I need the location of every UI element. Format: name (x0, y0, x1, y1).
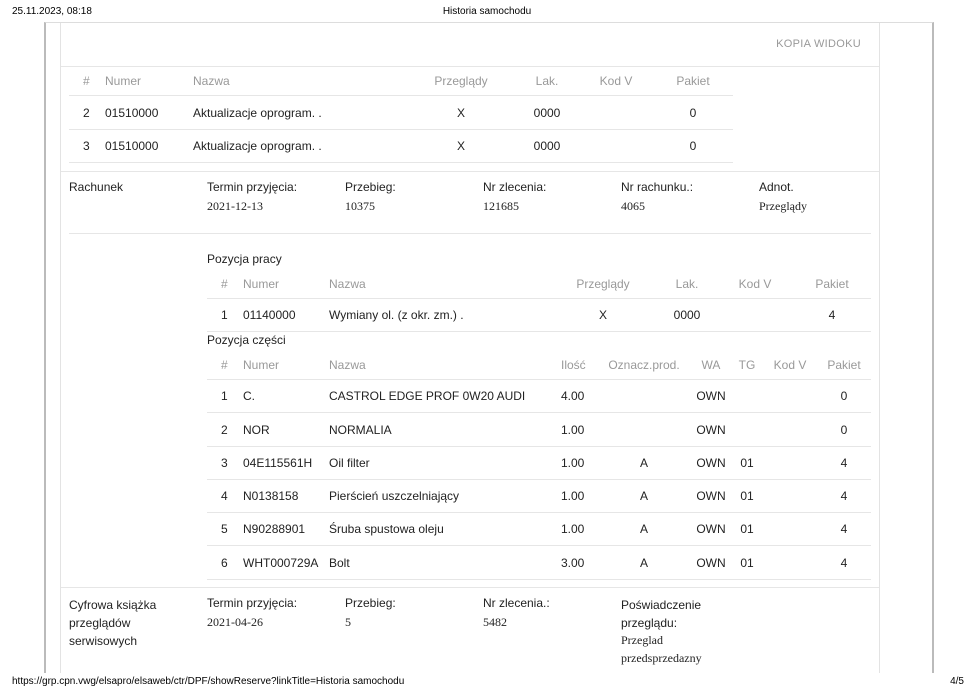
table-cell: 01510000 (105, 106, 159, 120)
table-cell: 01 (740, 456, 754, 470)
table-cell: 1.00 (561, 522, 585, 536)
table-cell: 1.00 (561, 456, 585, 470)
table-cell: 1 (221, 308, 228, 322)
table-cell: Pierścień uszczelniający (329, 489, 460, 503)
table-cell: 1.00 (561, 489, 585, 503)
table-cell: 0000 (533, 106, 561, 120)
table-cell: NORMALIA (329, 423, 392, 437)
table-cell: 4 (221, 489, 228, 503)
invoice-section-label: Rachunek (69, 180, 124, 194)
table-cell: X (598, 308, 607, 322)
table-cell: OWN (696, 489, 726, 503)
table-cell: 01140000 (243, 308, 296, 322)
table-cell: 0 (840, 423, 848, 437)
invoice-field-value: Przeglądy (759, 199, 807, 213)
column-header: Nazwa (329, 358, 366, 372)
table-cell: 01 (740, 489, 754, 503)
table-cell: 0 (689, 106, 697, 120)
column-header: Pakiet (827, 358, 861, 372)
work-positions-title: Pozycja pracy (207, 252, 282, 266)
column-header: Ilość (561, 358, 586, 372)
column-header: Przeglądy (434, 74, 488, 88)
column-header: Numer (243, 277, 280, 291)
table-cell: Bolt (329, 556, 350, 570)
table-cell: 6 (221, 556, 228, 570)
table-cell: NOR (243, 423, 270, 437)
column-header: # (221, 358, 228, 372)
row-divider (207, 446, 871, 447)
column-header: Numer (105, 74, 142, 88)
service-book-field-value: 5482 (483, 615, 507, 629)
kopia-widoku-button[interactable]: KOPIA WIDOKU (776, 38, 861, 50)
table-cell: 3 (83, 139, 90, 153)
invoice-field-label: Przebieg: (345, 180, 396, 194)
part-positions-title: Pozycja części (207, 333, 286, 347)
table-cell: X (456, 106, 465, 120)
divider (61, 587, 879, 588)
row-divider (207, 479, 871, 480)
row-divider (207, 331, 871, 332)
service-book-field-value: Przeglad przedsprzedazny (621, 633, 702, 665)
row-divider (207, 512, 871, 513)
invoice-field-value: 121685 (483, 199, 519, 213)
table-cell: 4 (840, 556, 848, 570)
table-cell: 01 (740, 556, 754, 570)
table-cell: 4 (828, 308, 836, 322)
service-book-label: Cyfrowa książka przeglądów serwisowych (69, 598, 157, 648)
table-cell: 0000 (533, 139, 561, 153)
column-header: Nazwa (193, 74, 230, 88)
table-cell: Wymiany ol. (z okr. zm.) . (329, 308, 464, 322)
column-header: Kod V (773, 358, 807, 372)
table-cell: X (456, 139, 465, 153)
table-cell: 1.00 (561, 423, 585, 437)
column-header: Numer (243, 358, 280, 372)
column-header: # (221, 277, 228, 291)
table-cell: CASTROL EDGE PROF 0W20 AUDI (329, 389, 526, 403)
column-header: Przeglądy (576, 277, 630, 291)
column-header: Lak. (675, 277, 699, 291)
invoice-field-label: Termin przyjęcia: (207, 180, 298, 194)
table-cell: 01 (740, 522, 754, 536)
column-header: TG (738, 358, 756, 372)
service-book-field-label: Nr zlecenia.: (483, 596, 550, 610)
table-cell: 4 (840, 522, 848, 536)
table-cell: 4 (840, 456, 848, 470)
table-cell: 04E115561H (243, 456, 313, 470)
table-cell: 3.00 (561, 556, 585, 570)
print-datetime: 25.11.2023, 08:18 (12, 6, 92, 17)
table-cell: 0000 (673, 308, 701, 322)
divider (61, 66, 879, 67)
table-cell: 3 (221, 456, 228, 470)
table-cell: 2 (221, 423, 228, 437)
row-divider (207, 545, 871, 546)
invoice-field-label: Adnot. (759, 180, 794, 194)
table-cell: Oil filter (329, 456, 370, 470)
table-cell: 1 (221, 389, 228, 403)
print-url: https://grp.cpn.vwg/elsapro/elsaweb/ctr/DPF/showReserve?linkTitle=Historia samochodu (12, 676, 405, 687)
divider (61, 171, 879, 172)
column-header: Pakiet (815, 277, 849, 291)
table-cell: A (639, 522, 648, 536)
divider (69, 233, 871, 234)
column-header: WA (701, 358, 721, 372)
table-cell: OWN (696, 423, 726, 437)
table-cell: 0 (689, 139, 697, 153)
divider (69, 95, 733, 96)
table-cell: 4.00 (561, 389, 585, 403)
invoice-field-value: 2021-12-13 (207, 199, 263, 213)
history-panel (44, 22, 934, 673)
column-header: Kod V (599, 74, 633, 88)
service-book-field-label: Poświadczenie przeglądu: (621, 598, 702, 630)
table-cell: OWN (696, 556, 726, 570)
row-divider (207, 579, 871, 580)
row-divider (207, 412, 871, 413)
table-cell: Aktualizacje oprogram. . (193, 139, 322, 153)
column-header: Pakiet (676, 74, 710, 88)
table-cell: Śruba spustowa oleju (329, 522, 444, 536)
table-cell: OWN (696, 522, 726, 536)
column-header: Kod V (738, 277, 772, 291)
invoice-field-label: Nr zlecenia: (483, 180, 547, 194)
table-cell: N0138158 (243, 489, 299, 503)
row-divider (69, 129, 733, 130)
table-cell: WHT000729A (243, 556, 319, 570)
print-title: Historia samochodu (442, 6, 532, 17)
invoice-field-label: Nr rachunku.: (621, 180, 694, 194)
table-cell: 01510000 (105, 139, 159, 153)
table-cell: 4 (840, 489, 848, 503)
column-header: Oznacz.prod. (608, 358, 680, 372)
service-book-field-label: Przebieg: (345, 596, 396, 610)
table-cell: A (639, 456, 648, 470)
service-book-field-value: 5 (345, 615, 351, 629)
table-cell: A (639, 556, 648, 570)
table-cell: Aktualizacje oprogram. . (193, 106, 322, 120)
table-cell: 5 (221, 522, 228, 536)
service-book-field-value: 2021-04-26 (207, 615, 263, 629)
row-divider (69, 162, 733, 163)
table-cell: N90288901 (243, 522, 306, 536)
table-cell: A (639, 489, 648, 503)
column-header: # (83, 74, 90, 88)
table-cell: OWN (696, 456, 726, 470)
print-page-number: 4/5 (950, 676, 964, 687)
divider (207, 379, 871, 380)
invoice-field-value: 10375 (345, 199, 375, 213)
service-book-field-label: Termin przyjęcia: (207, 596, 298, 610)
column-header: Nazwa (329, 277, 366, 291)
column-header: Lak. (535, 74, 559, 88)
divider (207, 298, 871, 299)
table-cell: OWN (696, 389, 726, 403)
invoice-field-value: 4065 (621, 199, 645, 213)
table-cell: C. (243, 389, 255, 403)
table-cell: 2 (83, 106, 90, 120)
table-cell: 0 (840, 389, 848, 403)
history-content (60, 23, 880, 673)
